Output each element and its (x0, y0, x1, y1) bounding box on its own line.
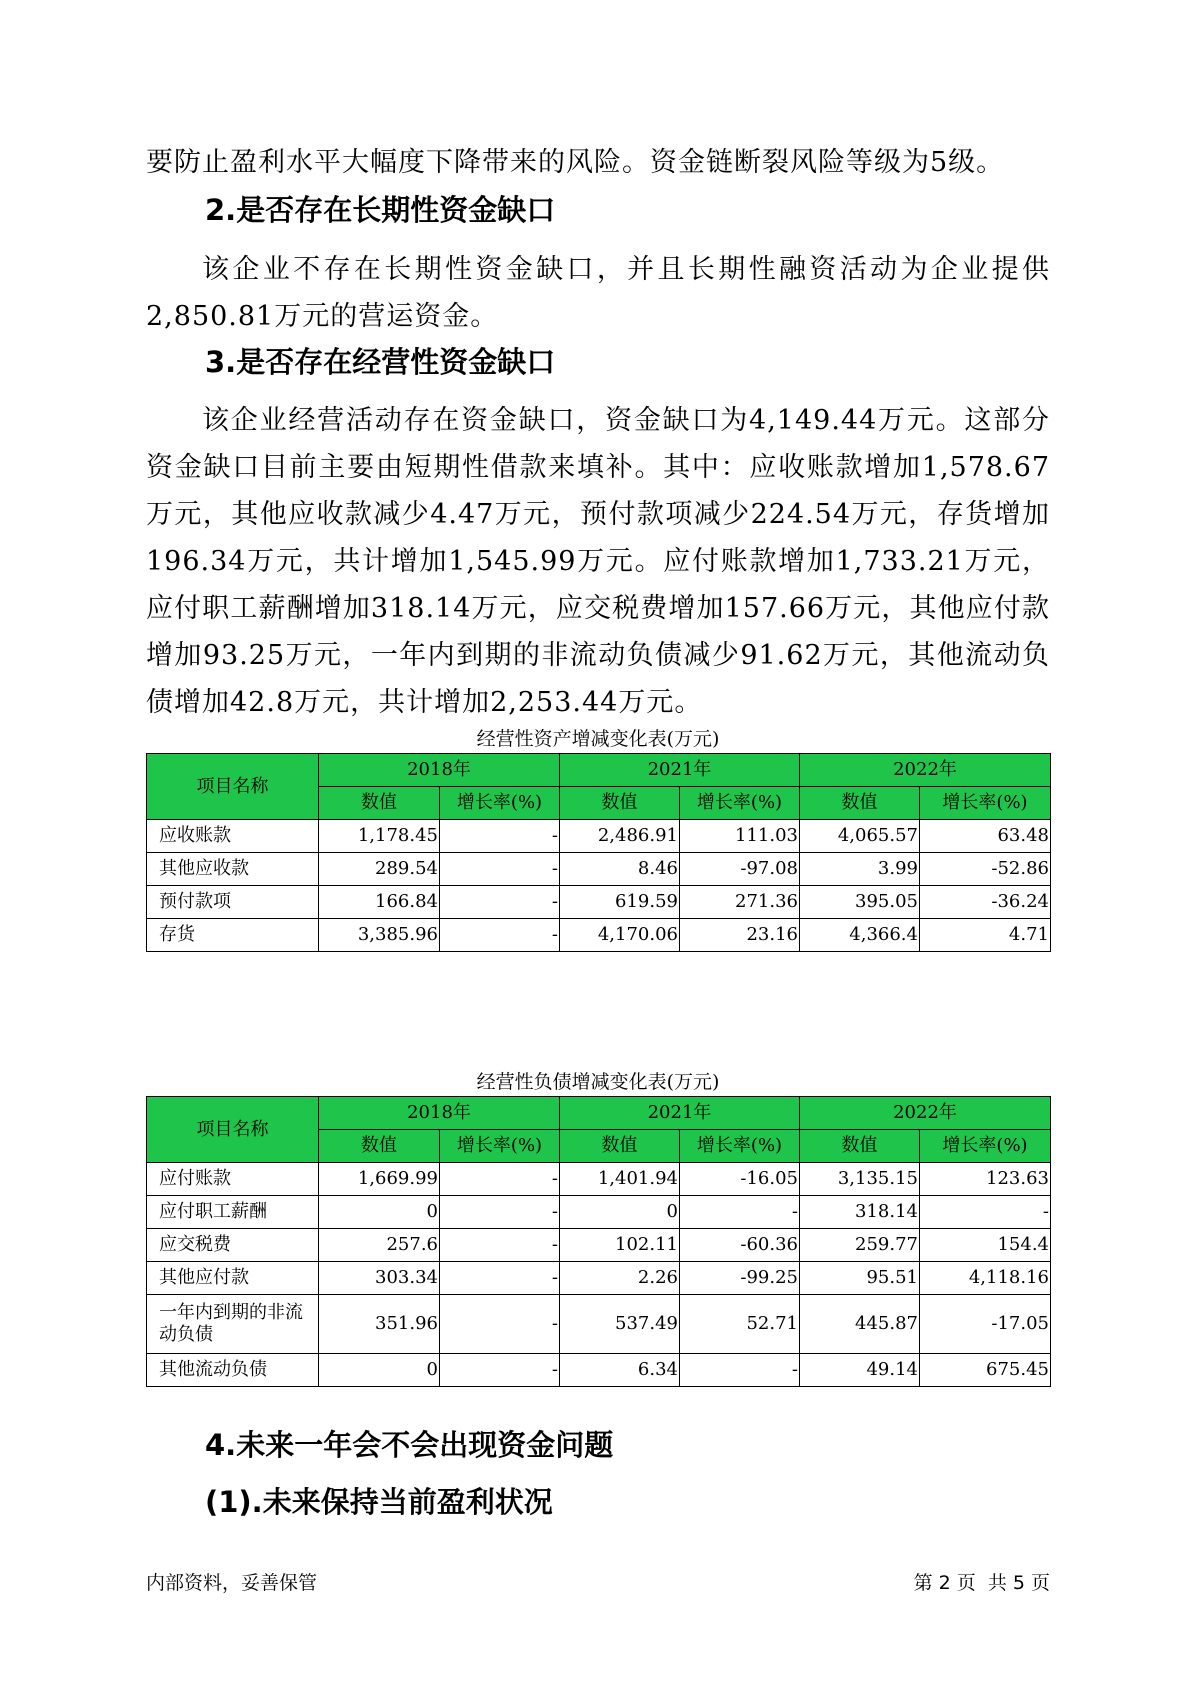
cell-value: 619.59 (560, 886, 680, 919)
cell-value: 4,366.4 (800, 919, 920, 952)
table-row (147, 853, 1051, 886)
table-row (147, 1196, 1051, 1229)
table-row (147, 1229, 1051, 1262)
growth-header: 增长率(%) (440, 1130, 560, 1163)
cell-growth: - (440, 1262, 560, 1295)
cell-value: 3.99 (800, 853, 920, 886)
row-name: 应付账款 (147, 1163, 319, 1196)
table-row (147, 1163, 1051, 1196)
cell-growth: 111.03 (680, 820, 800, 853)
liability-change-table (146, 1096, 1051, 1387)
year-header-2022: 2022年 (800, 754, 1051, 787)
growth-header: 增长率(%) (440, 787, 560, 820)
row-name: 应付职工薪酬 (147, 1196, 319, 1229)
cell-value: 49.14 (800, 1354, 920, 1387)
value-header: 数值 (560, 787, 680, 820)
growth-header: 增长率(%) (920, 1130, 1051, 1163)
cell-growth: - (440, 886, 560, 919)
cell-value: 1,401.94 (560, 1163, 680, 1196)
cell-growth: 4.71 (920, 919, 1051, 952)
asset-change-table (146, 753, 1051, 952)
value-header: 数值 (800, 787, 920, 820)
cell-growth: 63.48 (920, 820, 1051, 853)
growth-header: 增长率(%) (680, 787, 800, 820)
heading-operating-gap: 3.是否存在经营性资金缺口 (205, 345, 556, 379)
row-name: 其他应收款 (147, 853, 319, 886)
cell-value: 303.34 (319, 1262, 440, 1295)
cell-growth: 123.63 (920, 1163, 1051, 1196)
growth-header: 增长率(%) (920, 787, 1051, 820)
cell-growth: - (440, 1354, 560, 1387)
cell-growth: 675.45 (920, 1354, 1051, 1387)
cell-value: 4,170.06 (560, 919, 680, 952)
cell-value: 4,065.57 (800, 820, 920, 853)
row-name: 应交税费 (147, 1229, 319, 1262)
cell-growth: -17.05 (920, 1295, 1051, 1354)
cell-growth: 23.16 (680, 919, 800, 952)
footer-page-number: 第 2 页 共 5 页 (913, 1572, 1050, 1594)
heading-future-funding: 4.未来一年会不会出现资金问题 (205, 1428, 614, 1462)
cell-value: 318.14 (800, 1196, 920, 1229)
cell-growth: 271.36 (680, 886, 800, 919)
value-header: 数值 (800, 1130, 920, 1163)
cell-value: 1,178.45 (319, 820, 440, 853)
row-name: 其他流动负债 (147, 1354, 319, 1387)
paragraph-operating-gap: 该企业经营活动存在资金缺口，资金缺口为4,149.44万元。这部分资金缺口目前主要由短期性借款来填补。其中：应收账款增加1,578.67万元，其他应收款减少4.47万元，预付款项减少224.54万元，存货增加196.34万元，共计增加1,545.99万元。应付账款增加1,733.21万元，应付职工薪酬增加318.14万元，应交税费增加157.66万元，其他应付款增加93.25万元，一年内到期的非流动负债减少91.62万元，其他流动负债增加42.8万元，共计增加2,253.44万元。 (146, 405, 1050, 718)
paragraph-risk-level: 要防止盈利水平大幅度下降带来的风险。资金链断裂风险等级为5级。 (146, 147, 1005, 178)
cell-growth: - (440, 1163, 560, 1196)
cell-growth: 4,118.16 (920, 1262, 1051, 1295)
cell-value: 2,486.91 (560, 820, 680, 853)
cell-growth: -97.08 (680, 853, 800, 886)
cell-value: 395.05 (800, 886, 920, 919)
value-header: 数值 (319, 787, 440, 820)
table-row (147, 1262, 1051, 1295)
cell-value: 445.87 (800, 1295, 920, 1354)
paragraph-long-term-gap: 该企业不存在长期性资金缺口，并且长期性融资活动为企业提供2,850.81万元的营运资金。 (146, 254, 1050, 332)
year-header-2021: 2021年 (560, 1097, 800, 1130)
cell-growth: - (440, 820, 560, 853)
row-name: 应收账款 (147, 820, 319, 853)
cell-value: 1,669.99 (319, 1163, 440, 1196)
value-header: 数值 (319, 1130, 440, 1163)
cell-growth: -52.86 (920, 853, 1051, 886)
cell-value: 0 (319, 1354, 440, 1387)
cell-value: 102.11 (560, 1229, 680, 1262)
row-name: 其他应付款 (147, 1262, 319, 1295)
cell-growth: -16.05 (680, 1163, 800, 1196)
year-header-2018: 2018年 (319, 1097, 560, 1130)
value-header: 数值 (560, 1130, 680, 1163)
cell-value: 8.46 (560, 853, 680, 886)
year-header-2022: 2022年 (800, 1097, 1051, 1130)
item-name-header: 项目名称 (147, 1097, 319, 1163)
cell-value: 537.49 (560, 1295, 680, 1354)
asset-table-caption: 经营性资产增减变化表(万元) (476, 728, 720, 750)
cell-growth: - (440, 853, 560, 886)
liability-table-caption: 经营性负债增减变化表(万元) (476, 1071, 720, 1093)
heading-current-profit: (1).未来保持当前盈利状况 (205, 1485, 553, 1519)
cell-growth: - (680, 1354, 800, 1387)
cell-value: 3,135.15 (800, 1163, 920, 1196)
year-header-2021: 2021年 (560, 754, 800, 787)
cell-value: 2.26 (560, 1262, 680, 1295)
cell-growth: 154.4 (920, 1229, 1051, 1262)
cell-value: 166.84 (319, 886, 440, 919)
cell-growth: - (440, 1295, 560, 1354)
year-header-2018: 2018年 (319, 754, 560, 787)
cell-growth: - (680, 1196, 800, 1229)
table-row (147, 919, 1051, 952)
cell-value: 257.6 (319, 1229, 440, 1262)
table-row (147, 820, 1051, 853)
table-row (147, 886, 1051, 919)
cell-value: 289.54 (319, 853, 440, 886)
footer-confidential: 内部资料，妥善保管 (146, 1572, 318, 1594)
growth-header: 增长率(%) (680, 1130, 800, 1163)
cell-growth: - (440, 1196, 560, 1229)
table-row (147, 1354, 1051, 1387)
item-name-header: 项目名称 (147, 754, 319, 820)
cell-growth: -99.25 (680, 1262, 800, 1295)
row-name: 预付款项 (147, 886, 319, 919)
cell-value: 3,385.96 (319, 919, 440, 952)
row-name: 存货 (147, 919, 319, 952)
cell-value: 6.34 (560, 1354, 680, 1387)
row-name: 一年内到期的非流动负债 (147, 1295, 319, 1354)
table-row (147, 1295, 1051, 1354)
cell-value: 0 (560, 1196, 680, 1229)
cell-growth: - (440, 1229, 560, 1262)
cell-value: 351.96 (319, 1295, 440, 1354)
cell-value: 259.77 (800, 1229, 920, 1262)
cell-growth: - (920, 1196, 1051, 1229)
cell-value: 0 (319, 1196, 440, 1229)
cell-growth: - (440, 919, 560, 952)
cell-growth: -36.24 (920, 886, 1051, 919)
cell-growth: 52.71 (680, 1295, 800, 1354)
cell-growth: -60.36 (680, 1229, 800, 1262)
heading-long-term-gap: 2.是否存在长期性资金缺口 (205, 193, 556, 227)
cell-value: 95.51 (800, 1262, 920, 1295)
